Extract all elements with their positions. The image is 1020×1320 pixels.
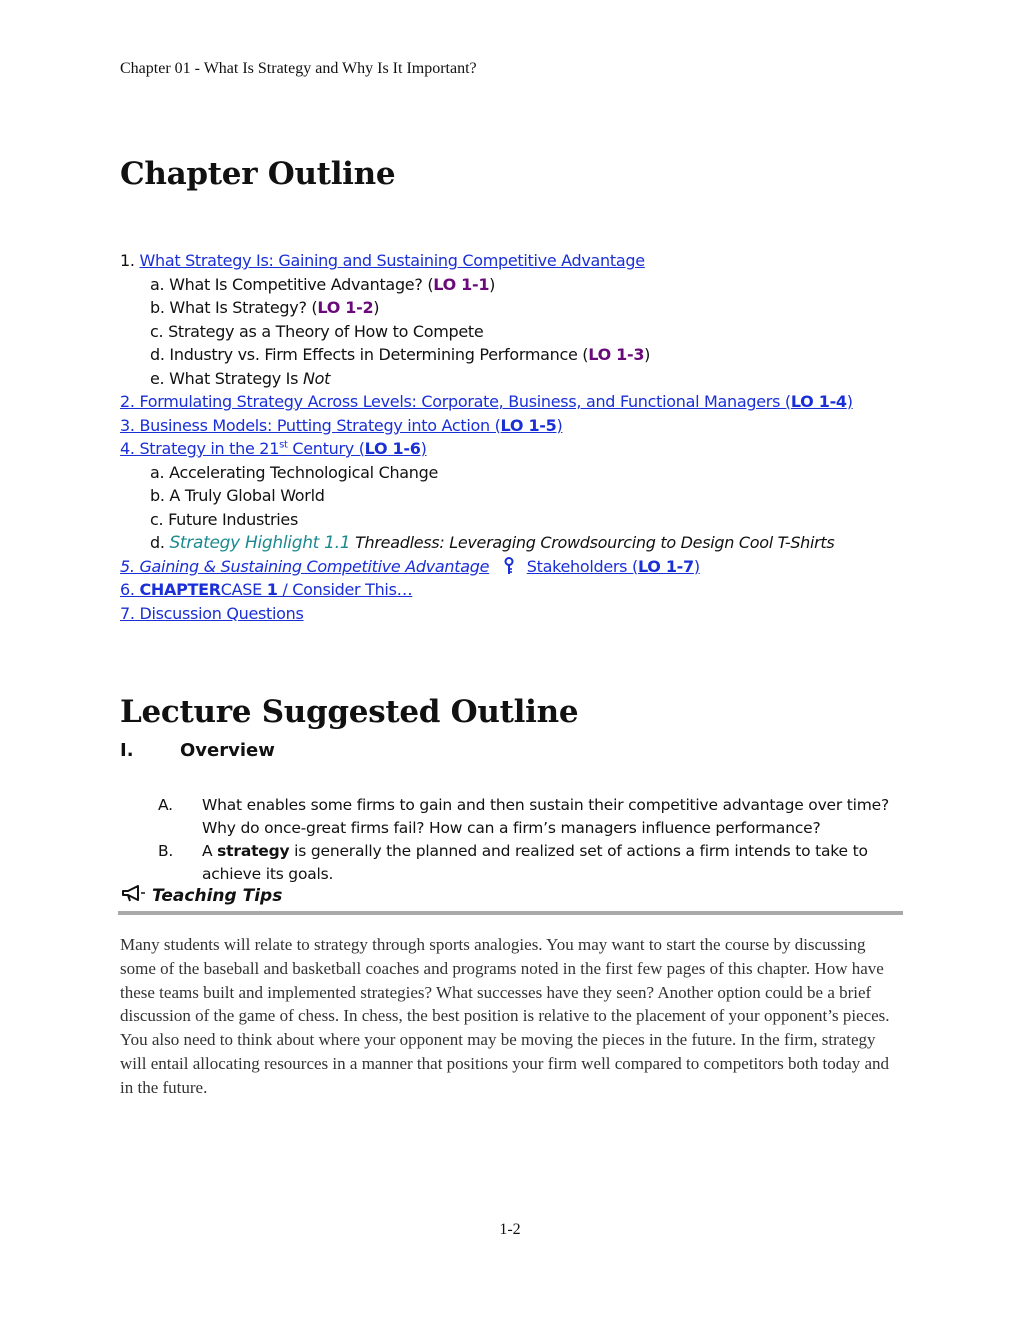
outline-link-7[interactable]: 7. Discussion Questions [120,603,304,623]
strategy-highlight-label: Strategy Highlight 1.1 [169,533,351,553]
lo-tag: LO 1-3 [588,345,645,364]
outline-item-4c: c. Future Industries [150,509,298,529]
outline-link-4[interactable]: 4. Strategy in the 21st Century (LO 1-6) [120,439,427,458]
overview-item-b: B. A strategy is generally the planned and realized set of actions a firm intends to take to achieve its goals. [158,842,868,883]
outline-item-4d: d. Strategy Highlight 1.1 Threadless: Leveraging Crowdsourcing to Design Cool T-Shirts [150,533,835,553]
lecture-outline-heading: Lecture Suggested Outline [120,694,579,730]
outline-item-1b: b. What Is Strategy? (LO 1-2) [150,298,380,317]
page-number: 1-2 [499,1221,521,1238]
outline-item-7 [120,602,910,626]
overview-items [158,794,918,885]
outline-link-1[interactable]: What Strategy Is: Gaining and Sustaining Competitive Advantage [139,251,645,270]
lo-tag: LO 1-2 [317,298,374,317]
outline-item-1c: c. Strategy as a Theory of How to Compete [150,321,484,341]
outline-item-2 [120,390,910,414]
chapter-outline-heading: Chapter Outline [120,156,396,192]
outline-link-6[interactable]: 6. CHAPTERCASE 1 / Consider This… [120,580,413,599]
outline-item-6 [120,578,910,602]
lo-tag: LO 1-1 [433,274,490,294]
outline-item-4a: a. Accelerating Technological Change [150,462,439,482]
outline-item-4b: b. A Truly Global World [150,486,325,505]
outline-link-5[interactable]: 5. Gaining & Sustaining Competitive Advantage [120,556,490,576]
outline-link-2[interactable]: 2. Formulating Strategy Across Levels: Corporate, Business, and Functional Managers (LO 1-4) [120,392,853,411]
outline-link-5-stakeholders[interactable]: Stakeholders (LO 1-7) [526,556,700,576]
megaphone-icon [120,884,146,907]
key-icon [502,557,516,575]
outline-item-3 [120,414,910,438]
outline-item-1: 1. What Strategy Is: Gaining and Sustaining Competitive Advantage [120,251,645,270]
outline-link-3[interactable]: 3. Business Models: Putting Strategy into Action (LO 1-5) [120,415,563,435]
outline-item-1d: d. Industry vs. Firm Effects in Determining Performance (LO 1-3) [150,345,651,364]
outline-item-5 [120,555,910,579]
outline-item-1e: e. What Strategy Is Not [150,368,331,388]
section-overview-heading: I. Overview [120,740,275,761]
outline-item-1a: a. What Is Competitive Advantage? (LO 1-1) [150,274,496,294]
chapter-outline-list [120,249,910,625]
teaching-tips-paragraph: Many students will relate to strategy through sports analogies. You may want to start the course by discussing some of the baseball and basketball coaches and programs noted in the first few pages of this chapter. How have these teams built and implemented strategies? What successes have they seen? Another option could be a brief discussion of the game of chess. In chess, the best position is relative to the placement of your opponent’s pieces. You also need to think about where your opponent may be moving the pieces in the future. In the firm, strategy will entail allocating resources in a manner that positions your firm well compared to competitors both today and in the future. [120,935,890,1097]
running-header: Chapter 01 - What Is Strategy and Why Is It Important? [120,60,477,77]
teaching-tips-label: Teaching Tips [120,884,282,907]
section-divider [118,911,903,915]
outline-item-4 [120,437,910,461]
overview-item-a: A. What enables some firms to gain and then sustain their competitive advantage over time? Why do once-great firms fail? How can a firm’s managers influence performance? [158,796,890,837]
